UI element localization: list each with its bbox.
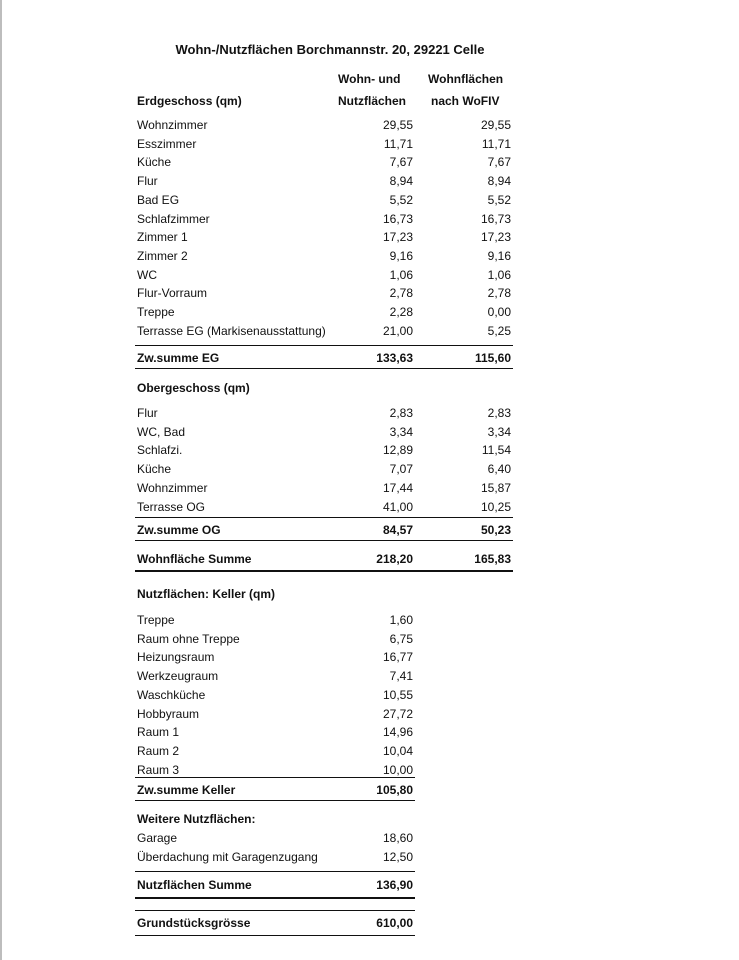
og-sum-v1: 84,57 [382,523,413,537]
row-value-col1: 16,73 [382,211,413,226]
row-value-col1: 10,55 [382,687,413,702]
row-label: Terrasse OG [137,499,206,514]
row-value-col1: 1,60 [389,613,413,627]
row-label: Küche [137,462,172,477]
divider [135,540,513,541]
eg-sum-v2: 115,60 [474,351,511,365]
col1-header-line1: Wohn- und [338,72,401,86]
eg-sum-v1: 133,63 [376,351,413,365]
row-value-col2: 9,16 [487,248,511,263]
row-label: Treppe [137,305,175,319]
row-label: Wohnzimmer [137,118,208,132]
row-label: WC [137,267,157,282]
row-value-col1: 27,72 [382,706,413,721]
nutzflaechen-summe-label: Nutzflächen Summe [137,878,252,892]
row-label: Flur [137,174,158,189]
row-label: Hobbyraum [137,706,200,721]
row-label: Schlafzimmer [137,211,210,226]
divider [135,345,513,346]
row-value-col2: 1,06 [487,267,511,282]
row-label: Flur [137,406,158,420]
row-value-col1: 29,55 [382,118,413,132]
nutzflaechen-summe-v1: 136,90 [376,878,413,892]
col2-header-line2: nach WoFIV [431,94,500,108]
og-heading: Obergeschoss (qm) [137,381,250,395]
row-label: Werkzeugraum [137,669,219,684]
keller-heading: Nutzflächen: Keller (qm) [137,587,276,601]
row-value-col1: 2,78 [389,286,413,301]
row-label: Raum 2 [137,743,180,758]
divider [135,800,415,801]
weitere-heading: Weitere Nutzflächen: [137,812,256,826]
row-label: Terrasse EG (Markisenausstattung) [137,323,326,338]
row-value-col1: 14,96 [382,725,413,740]
row-label: Bad EG [137,192,180,207]
row-label: Heizungsraum [137,650,215,665]
row-label: Garage [137,831,178,845]
eg-heading: Erdgeschoss (qm) [137,94,242,108]
row-value-col1: 2,28 [389,305,413,319]
row-value-col2: 2,78 [487,286,511,301]
divider [135,935,415,936]
row-label: Raum ohne Treppe [137,631,240,646]
row-value-col1: 6,75 [389,631,413,646]
row-label: Überdachung mit Garagenzugang [137,850,318,864]
row-value-col2: 15,87 [480,480,511,495]
row-label: Esszimmer [137,136,197,151]
row-value-col1: 5,52 [389,192,413,207]
row-value-col2: 17,23 [480,230,511,245]
row-value-col2: 3,34 [487,424,511,439]
row-value-col1: 7,67 [389,155,413,170]
row-value-col1: 2,83 [389,406,413,420]
wohnflaeche-summe-v2: 165,83 [474,552,511,566]
row-label: Zimmer 2 [137,248,188,263]
row-value-col1: 12,50 [382,850,413,864]
row-value-col2: 10,25 [480,499,511,514]
row-value-col1: 41,00 [382,499,413,514]
row-value-col2: 6,40 [487,462,511,477]
divider [135,871,415,872]
col2-header-line1: Wohnflächen [428,72,504,86]
row-label: WC, Bad [137,424,186,439]
grundstueck-label: Grundstücksgrösse [137,916,251,930]
row-label: Zimmer 1 [137,230,188,245]
og-sum-v2: 50,23 [480,523,511,537]
row-value-col2: 7,67 [487,155,511,170]
row-value-col1: 17,44 [382,480,413,495]
page-edge [0,0,2,960]
divider [135,368,513,369]
row-value-col2: 8,94 [487,174,511,189]
row-value-col2: 5,25 [487,323,511,338]
row-label: Raum 1 [137,725,180,740]
row-value-col1: 12,89 [382,443,413,458]
wohnflaeche-summe-v1: 218,20 [376,552,413,566]
row-value-col1: 1,06 [389,267,413,282]
keller-sum-label: Zw.summe Keller [137,783,236,797]
col1-header-line2: Nutzflächen [338,94,407,108]
row-value-col2: 5,52 [487,192,511,207]
row-label: Schlafzi. [137,443,183,458]
document-title: Wohn-/Nutzflächen Borchmannstr. 20, 29221 Celle [175,42,485,57]
divider [135,570,513,572]
grundstueck-v1: 610,00 [376,916,413,930]
row-value-col1: 8,94 [389,174,413,189]
row-value-col2: 16,73 [480,211,511,226]
row-value-col2: 11,54 [481,443,511,458]
row-value-col1: 10,04 [382,743,413,758]
eg-sum-label: Zw.summe EG [137,351,220,365]
row-label: Treppe [137,613,175,627]
row-value-col1: 7,07 [389,462,413,477]
row-label: Waschküche [137,687,206,702]
row-value-col2: 2,83 [487,406,511,420]
row-value-col2: 0,00 [487,305,511,319]
keller-sum-v1: 105,80 [376,783,413,797]
divider [135,897,415,899]
row-value-col1: 18,60 [382,831,413,845]
wohnflaeche-summe-label: Wohnfläche Summe [137,552,252,566]
row-value-col1: 17,23 [382,230,413,245]
row-value-col2: 11,71 [481,136,511,151]
row-value-col1: 11,71 [383,136,413,151]
row-value-col1: 9,16 [389,248,413,263]
row-label: Küche [137,155,172,170]
row-value-col1: 7,41 [389,669,413,684]
divider [135,910,415,911]
row-value-col1: 21,00 [382,323,413,338]
row-label: Raum 3 [137,762,180,777]
row-value-col1: 3,34 [389,424,413,439]
row-label: Wohnzimmer [137,480,208,495]
og-sum-label: Zw.summe OG [137,523,221,537]
divider [135,777,415,778]
row-value-col2: 29,55 [480,118,511,132]
row-value-col1: 16,77 [382,650,413,665]
divider [135,517,513,518]
row-label: Flur-Vorraum [137,286,208,301]
row-value-col1: 10,00 [382,762,413,777]
